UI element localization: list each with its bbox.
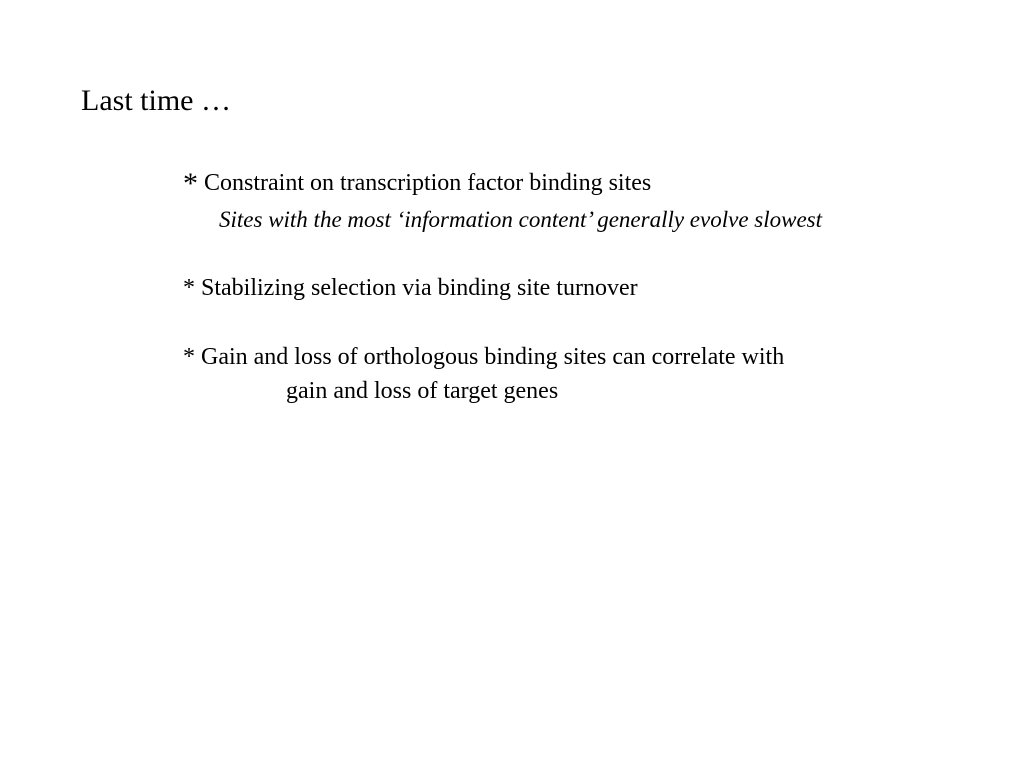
bullet-1	[183, 169, 651, 199]
bullet-1-text: Constraint on transcription factor binding sites	[204, 170, 652, 196]
bullet-marker: *	[183, 344, 195, 370]
bullet-3-continuation: gain and loss of target genes	[286, 378, 559, 404]
bullet-2	[183, 276, 638, 300]
bullet-3	[183, 345, 784, 369]
bullet-3-text: Gain and loss of orthologous binding sites can correlate with	[201, 344, 785, 370]
slide-title: Last time …	[81, 84, 231, 117]
bullet-2-text: Stabilizing selection via binding site turnover	[201, 275, 638, 301]
bullet-1-subtext: Sites with the most ‘information content’ generally evolve slowest	[219, 207, 823, 232]
bullet-marker: *	[183, 275, 195, 301]
bullet-marker: *	[183, 167, 198, 200]
